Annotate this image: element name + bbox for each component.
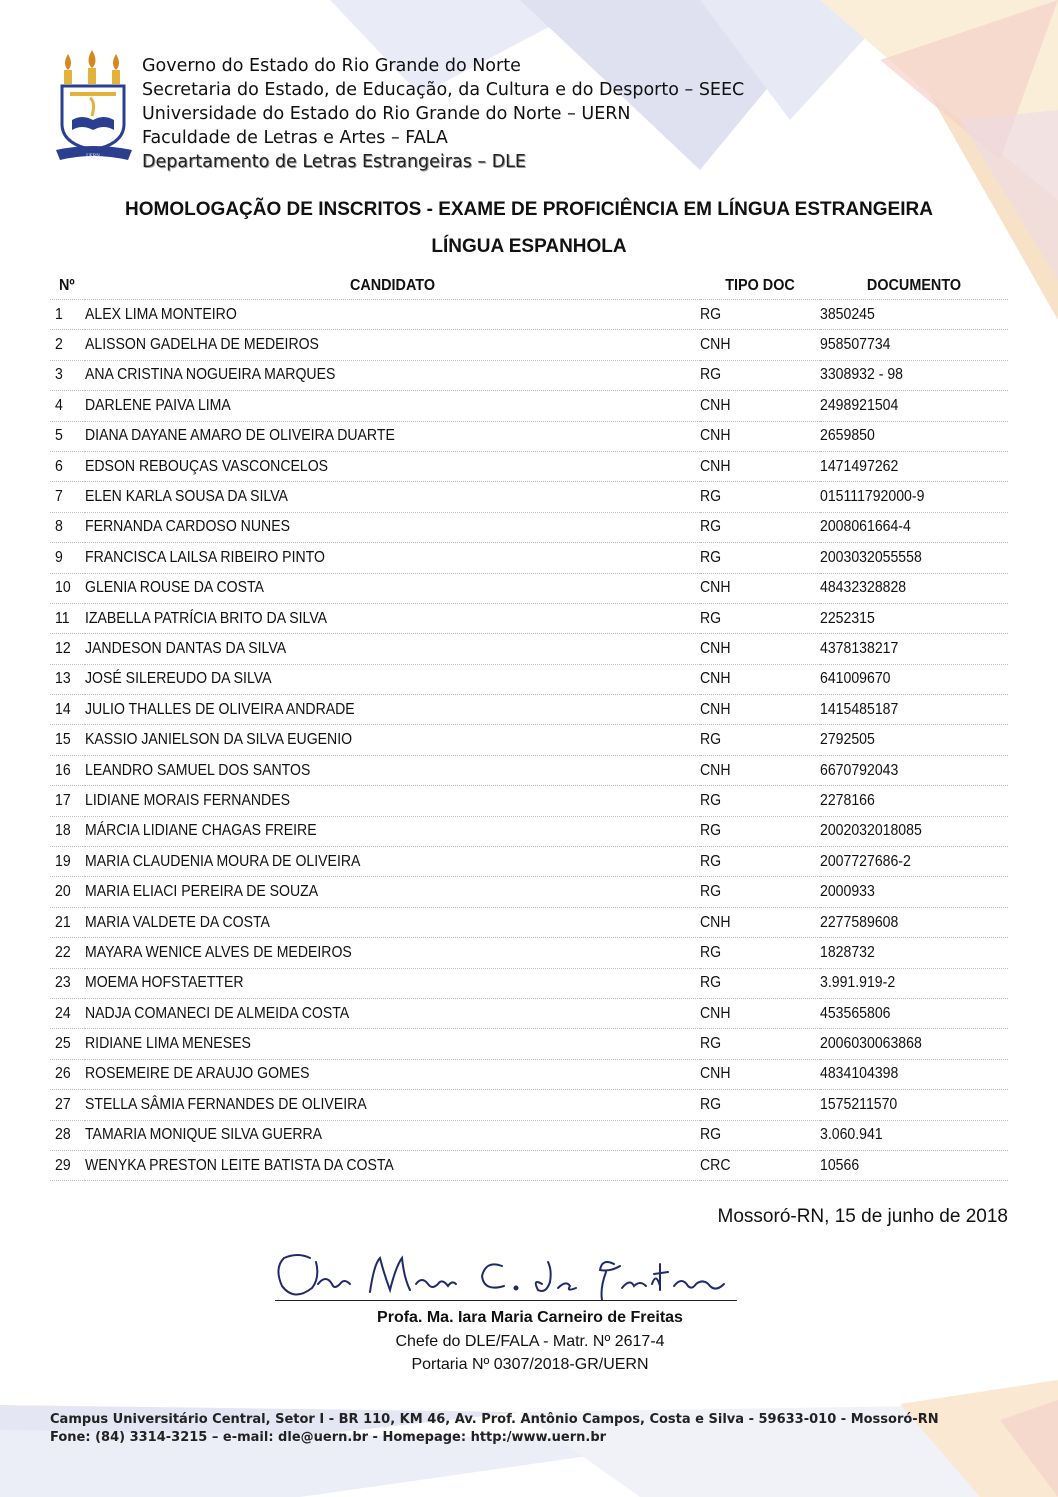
row-document-number: 1415485187: [820, 695, 1008, 725]
header-candidate: CANDIDATO: [349, 277, 436, 294]
row-document-number: 453565806: [820, 998, 1008, 1028]
row-doc-type: RG: [700, 1029, 820, 1059]
header-line-department: Departamento de Letras Estrangeiras – DLE: [142, 152, 526, 172]
row-doc-type: CNH: [700, 907, 820, 937]
row-candidate-name: KASSIO JANIELSON DA SILVA EUGENIO: [85, 725, 700, 755]
row-number: 25: [50, 1029, 85, 1059]
row-document-number: 2659850: [820, 421, 1008, 451]
row-candidate-name: JOSÉ SILEREUDO DA SILVA: [85, 664, 700, 694]
table-row: [50, 786, 1008, 816]
row-doc-type: RG: [700, 786, 820, 816]
row-document-number: 2278166: [820, 786, 1008, 816]
row-number: 14: [50, 695, 85, 725]
place-date: Mossoró-RN, 15 de junho de 2018: [717, 1206, 1008, 1227]
row-doc-type: RG: [700, 877, 820, 907]
row-number: 2: [50, 330, 85, 360]
row-document-number: 641009670: [820, 664, 1008, 694]
row-doc-type: RG: [700, 938, 820, 968]
row-document-number: 3.991.919-2: [820, 968, 1008, 998]
row-document-number: 2792505: [820, 725, 1008, 755]
table-row: [50, 543, 1008, 573]
row-document-number: 6670792043: [820, 755, 1008, 785]
document-title: HOMOLOGAÇÃO DE INSCRITOS - EXAME DE PROFICIÊNCIA EM LÍNGUA ESTRANGEIRA: [125, 199, 933, 220]
row-number: 5: [50, 421, 85, 451]
row-document-number: 4378138217: [820, 634, 1008, 664]
row-doc-type: CNH: [700, 330, 820, 360]
row-candidate-name: FERNANDA CARDOSO NUNES: [85, 512, 700, 542]
table-body: [50, 300, 1008, 1181]
table-row: [50, 968, 1008, 998]
row-doc-type: CNH: [700, 695, 820, 725]
row-document-number: 2277589608: [820, 907, 1008, 937]
row-doc-type: RG: [700, 1090, 820, 1120]
table-row: [50, 634, 1008, 664]
row-number: 1: [50, 300, 85, 330]
row-doc-type: CRC: [700, 1150, 820, 1180]
row-number: 11: [50, 603, 85, 633]
row-document-number: 2498921504: [820, 391, 1008, 421]
row-number: 20: [50, 877, 85, 907]
table-row: [50, 816, 1008, 846]
table-row: [50, 451, 1008, 481]
row-candidate-name: IZABELLA PATRÍCIA BRITO DA SILVA: [85, 603, 700, 633]
row-document-number: 1471497262: [820, 451, 1008, 481]
row-doc-type: CNH: [700, 451, 820, 481]
row-doc-type: RG: [700, 603, 820, 633]
row-number: 21: [50, 907, 85, 937]
row-number: 18: [50, 816, 85, 846]
table-row: [50, 1059, 1008, 1089]
row-candidate-name: MARIA CLAUDENIA MOURA DE OLIVEIRA: [85, 847, 700, 877]
row-doc-type: RG: [700, 543, 820, 573]
table-row: [50, 512, 1008, 542]
row-document-number: 3850245: [820, 300, 1008, 330]
footer-contact: Fone: (84) 3314-3215 – e-mail: dle@uern.br - Homepage: http:/www.uern.br: [50, 1430, 607, 1445]
row-doc-type: RG: [700, 968, 820, 998]
row-doc-type: CNH: [700, 998, 820, 1028]
table-row: [50, 1090, 1008, 1120]
row-number: 26: [50, 1059, 85, 1089]
uern-logo: [52, 46, 138, 168]
row-document-number: 2003032055558: [820, 543, 1008, 573]
row-document-number: 2006030063868: [820, 1029, 1008, 1059]
table-row: [50, 603, 1008, 633]
header-line-secretariat: Secretaria do Estado, de Educação, da Cultura e do Desporto – SEEC: [142, 80, 745, 100]
row-number: 29: [50, 1150, 85, 1180]
row-doc-type: CNH: [700, 634, 820, 664]
footer: [50, 1411, 939, 1447]
row-number: 6: [50, 451, 85, 481]
row-document-number: 2002032018085: [820, 816, 1008, 846]
row-doc-type: RG: [700, 725, 820, 755]
row-candidate-name: STELLA SÂMIA FERNANDES DE OLIVEIRA: [85, 1090, 700, 1120]
row-number: 13: [50, 664, 85, 694]
row-doc-type: RG: [700, 816, 820, 846]
row-candidate-name: JANDESON DANTAS DA SILVA: [85, 634, 700, 664]
institution-header: [142, 54, 744, 174]
row-number: 16: [50, 755, 85, 785]
row-candidate-name: ALISSON GADELHA DE MEDEIROS: [85, 330, 700, 360]
table-header-row: [50, 273, 1008, 300]
signer-role: Chefe do DLE/FALA - Matr. Nº 2617-4: [395, 1332, 665, 1350]
table-row: [50, 1150, 1008, 1180]
row-doc-type: CNH: [700, 664, 820, 694]
row-number: 4: [50, 391, 85, 421]
row-candidate-name: LIDIANE MORAIS FERNANDES: [85, 786, 700, 816]
signature-block: [300, 1306, 760, 1377]
signer-portaria: Portaria Nº 0307/2018-GR/UERN: [411, 1356, 649, 1373]
row-candidate-name: MAYARA WENICE ALVES DE MEDEIROS: [85, 938, 700, 968]
table-row: [50, 847, 1008, 877]
table-row: [50, 664, 1008, 694]
row-candidate-name: MARIA VALDETE DA COSTA: [85, 907, 700, 937]
row-document-number: 3308932 - 98: [820, 360, 1008, 390]
table-row: [50, 725, 1008, 755]
header-number: Nº: [58, 277, 75, 294]
row-candidate-name: MARIA ELIACI PEREIRA DE SOUZA: [85, 877, 700, 907]
row-number: 15: [50, 725, 85, 755]
row-candidate-name: FRANCISCA LAILSA RIBEIRO PINTO: [85, 543, 700, 573]
row-document-number: 958507734: [820, 330, 1008, 360]
row-candidate-name: GLENIA ROUSE DA COSTA: [85, 573, 700, 603]
row-candidate-name: NADJA COMANECI DE ALMEIDA COSTA: [85, 998, 700, 1028]
table-row: [50, 1029, 1008, 1059]
row-document-number: 3.060.941: [820, 1120, 1008, 1150]
row-number: 12: [50, 634, 85, 664]
header-doc-type: TIPO DOC: [725, 277, 795, 294]
signature-line: [275, 1300, 737, 1301]
row-candidate-name: ROSEMEIRE DE ARAUJO GOMES: [85, 1059, 700, 1089]
row-doc-type: RG: [700, 512, 820, 542]
row-document-number: 1828732: [820, 938, 1008, 968]
row-number: 23: [50, 968, 85, 998]
table-row: [50, 938, 1008, 968]
row-candidate-name: DARLENE PAIVA LIMA: [85, 391, 700, 421]
table-row: [50, 907, 1008, 937]
handwritten-signature: [270, 1244, 740, 1306]
row-document-number: 2007727686-2: [820, 847, 1008, 877]
row-candidate-name: MOEMA HOFSTAETTER: [85, 968, 700, 998]
logo-motto: UERN: [86, 154, 100, 159]
row-doc-type: CNH: [700, 391, 820, 421]
row-document-number: 2252315: [820, 603, 1008, 633]
row-doc-type: RG: [700, 847, 820, 877]
table-row: [50, 421, 1008, 451]
row-candidate-name: MÁRCIA LIDIANE CHAGAS FREIRE: [85, 816, 700, 846]
row-document-number: 10566: [820, 1150, 1008, 1180]
signer-name: Profa. Ma. Iara Maria Carneiro de Freitas: [377, 1309, 683, 1326]
header-line-faculty: Faculdade de Letras e Artes – FALA: [142, 128, 448, 148]
row-document-number: 2000933: [820, 877, 1008, 907]
table-row: [50, 755, 1008, 785]
header-line-government: Governo do Estado do Rio Grande do Norte: [142, 56, 521, 76]
header-document: DOCUMENTO: [866, 277, 962, 294]
row-doc-type: RG: [700, 360, 820, 390]
table-row: [50, 1120, 1008, 1150]
row-number: 8: [50, 512, 85, 542]
row-candidate-name: ANA CRISTINA NOGUEIRA MARQUES: [85, 360, 700, 390]
row-doc-type: CNH: [700, 421, 820, 451]
candidates-table: [50, 273, 1008, 1181]
table-row: [50, 330, 1008, 360]
row-candidate-name: DIANA DAYANE AMARO DE OLIVEIRA DUARTE: [85, 421, 700, 451]
row-document-number: 4834104398: [820, 1059, 1008, 1089]
row-doc-type: CNH: [700, 755, 820, 785]
row-document-number: 48432328828: [820, 573, 1008, 603]
row-doc-type: RG: [700, 482, 820, 512]
row-number: 17: [50, 786, 85, 816]
row-candidate-name: TAMARIA MONIQUE SILVA GUERRA: [85, 1120, 700, 1150]
table-row: [50, 300, 1008, 330]
row-number: 10: [50, 573, 85, 603]
table-row: [50, 998, 1008, 1028]
footer-address: Campus Universitário Central, Setor I - BR 110, KM 46, Av. Prof. Antônio Campos, Costa e Silva - 59633-010 - Mossoró-RN: [50, 1412, 939, 1427]
row-candidate-name: RIDIANE LIMA MENESES: [85, 1029, 700, 1059]
row-candidate-name: ALEX LIMA MONTEIRO: [85, 300, 700, 330]
row-document-number: 2008061664-4: [820, 512, 1008, 542]
table-row: [50, 391, 1008, 421]
row-number: 28: [50, 1120, 85, 1150]
row-candidate-name: WENYKA PRESTON LEITE BATISTA DA COSTA: [85, 1150, 700, 1180]
table-row: [50, 482, 1008, 512]
row-doc-type: CNH: [700, 1059, 820, 1089]
row-doc-type: CNH: [700, 573, 820, 603]
row-doc-type: RG: [700, 300, 820, 330]
row-number: 24: [50, 998, 85, 1028]
row-doc-type: RG: [700, 1120, 820, 1150]
table-row: [50, 573, 1008, 603]
row-document-number: 1575211570: [820, 1090, 1008, 1120]
row-candidate-name: EDSON REBOUÇAS VASCONCELOS: [85, 451, 700, 481]
row-number: 9: [50, 543, 85, 573]
table-row: [50, 360, 1008, 390]
row-number: 19: [50, 847, 85, 877]
row-number: 3: [50, 360, 85, 390]
table-row: [50, 695, 1008, 725]
document-subtitle: LÍNGUA ESPANHOLA: [431, 236, 627, 257]
header-line-university: Universidade do Estado do Rio Grande do Norte – UERN: [142, 104, 631, 124]
row-number: 27: [50, 1090, 85, 1120]
row-document-number: 015111792000-9: [820, 482, 1008, 512]
row-candidate-name: LEANDRO SAMUEL DOS SANTOS: [85, 755, 700, 785]
row-number: 7: [50, 482, 85, 512]
row-candidate-name: ELEN KARLA SOUSA DA SILVA: [85, 482, 700, 512]
table-row: [50, 877, 1008, 907]
row-candidate-name: JULIO THALLES DE OLIVEIRA ANDRADE: [85, 695, 700, 725]
row-number: 22: [50, 938, 85, 968]
